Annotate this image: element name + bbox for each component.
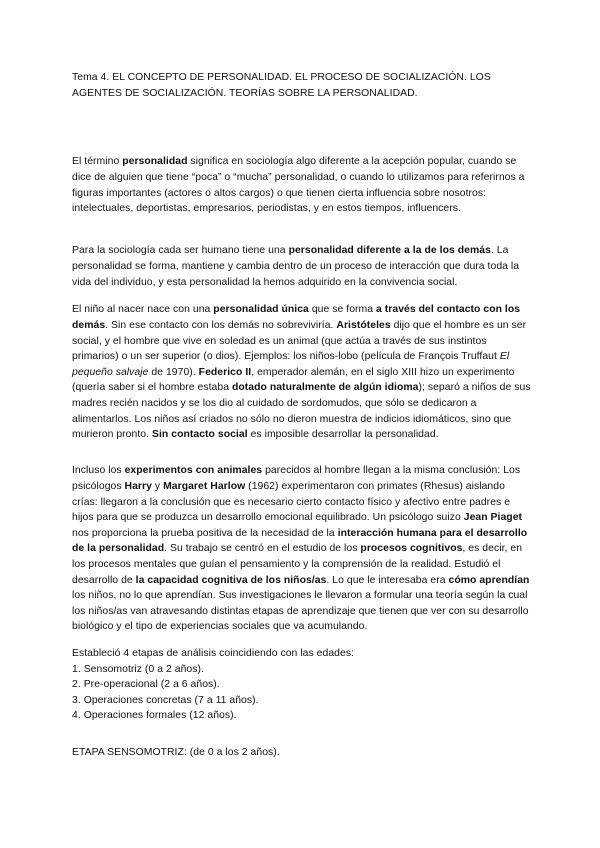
- bold-term: Harry: [124, 480, 152, 492]
- text-run: El niño al nacer nace con una: [72, 304, 214, 316]
- paragraph-experimentos: [72, 463, 532, 635]
- text-run: El término: [72, 156, 123, 168]
- bold-term: Margaret Harlow: [163, 480, 246, 492]
- list-item: 1. Sensomotriz (0 a 2 años).: [72, 663, 204, 675]
- text-run: parecidos al hombre llegan a la misma conclusión: Los psicólogos: [72, 465, 521, 492]
- text-run: es imposible desarrollar la personalidad.: [247, 429, 439, 441]
- paragraph-personalidad: [72, 154, 532, 216]
- bold-term: cómo aprendían: [448, 574, 530, 586]
- text-run: Para la sociología cada ser humano tiene una: [72, 245, 289, 257]
- list-item: 3. Operaciones concretas (7 a 11 años).: [72, 694, 259, 706]
- paragraph-nino: [72, 302, 532, 442]
- text-run: nos proporciona la prueba positiva de la necesidad de la: [72, 527, 338, 539]
- bold-term: la capacidad cognitiva de los niños/as: [135, 574, 327, 586]
- text-run: . Su trabajo se centró en el estudio de los: [164, 543, 361, 555]
- text-run: y: [151, 480, 164, 492]
- bold-term: a través del contacto con los demás: [72, 304, 521, 331]
- text-run: significa en sociología algo diferente a la acepción popular, cuando se dice de alguien que tiene “poca” o “mucha” personalidad, o cuando lo utilizamos para referirnos a figuras importantes (actores o altos cargos) o que tienen cierta influencia sobre nosotros: intelectuales, deportistas, empresarios, periodistas, y en estos tiempos, influencers.: [72, 156, 525, 215]
- bold-term: Sin contacto social: [151, 429, 248, 441]
- text-run: , es decir, en los procesos mentales que guían el pensamiento y la comprensión de la realidad. Estudió el desarrollo de: [72, 543, 523, 586]
- bold-term: Federico II: [198, 366, 252, 378]
- text-run: (1962) experimentaron con primates (Rhesus) aislando crías: llegaron a la conclusión que es necesario cierto contacto físico y afectivo entre padres e hijos para que se produzca un desarrollo emocional equilibrado. Un psicólogo suizo: [72, 480, 511, 524]
- text-run: . La personalidad se forma, mantiene y cambia dentro de un proceso de interacción que dura toda la vida del individuo, y esta personalidad la hemos adquirido en la convivencia social.: [72, 245, 520, 288]
- bold-term: Aristóteles: [336, 319, 391, 331]
- bold-term: personalidad: [122, 156, 188, 168]
- list-item: 4. Operaciones formales (12 años).: [72, 710, 237, 722]
- bold-term: interacción humana para el desarrollo de la personalidad: [72, 527, 528, 555]
- text-run: que se forma: [308, 304, 377, 316]
- section-heading-sensomotriz: ETAPA SENSOMOTRIZ: (de 0 a los 2 años).: [72, 747, 280, 758]
- text-run: dijo que el hombre es un ser social, y el hombre que vive en soledad es un animal (que actúa a través de sus instintos primarios) o un ser superior (o dios). Ejemplos: los niños-lobo (película de François Truffaut: [72, 319, 527, 363]
- italic-title: El pequeño salvaje: [72, 351, 510, 378]
- bold-term: personalidad diferente a la de los demás: [288, 245, 491, 257]
- bold-term: personalidad única: [213, 304, 309, 316]
- bold-term: Jean Piaget: [463, 512, 523, 524]
- text-run: . Lo que le interesaba era: [326, 574, 449, 586]
- bold-term: dotado naturalmente de algún idioma: [231, 382, 419, 394]
- text-run: ); separó a niños de sus madres recién nacidos y se los dio al cuidado de sordomudos, que sólo se dedicaron a alimentarlos. Los niños así criados no sólo no dieron muestra de indicios idiomáticos, sino que murieron pronto.: [72, 382, 531, 441]
- text-run: de 1970).: [148, 366, 199, 378]
- text-run: , emperador alemán, en el siglo XIII hizo un experimento (quería saber si el hombre estaba: [72, 366, 515, 394]
- text-run: los niños, no lo que aprendían. Sus investigaciones le llevaron a formular una teoría según la cual los niños/as van atravesando distintas etapas de aprendizaje que tienen que ver con su desarrollo biológico y el tipo de experiencias sociales que va acumulando.: [72, 590, 529, 633]
- stages-intro: Estableció 4 etapas de análisis coincidiendo con las edades:: [72, 648, 354, 659]
- list-item: 2. Pre-operacional (2 a 6 años).: [72, 679, 220, 691]
- text-run: Incluso los: [72, 465, 125, 477]
- stages-list: [72, 646, 532, 724]
- bold-term: procesos cognitivos: [360, 543, 463, 555]
- paragraph-sociologia: [72, 243, 532, 290]
- text-run: . Sin ese contacto con los demás no sobreviviría.: [105, 319, 337, 331]
- document-title: Tema 4. EL CONCEPTO DE PERSONALIDAD. EL PROCESO DE SOCIALIZACIÓN. LOS AGENTES DE SOCIALIZACIÓN. TEORÍAS SOBRE LA PERSONALIDAD.: [72, 72, 491, 99]
- bold-term: experimentos con animales: [124, 465, 263, 477]
